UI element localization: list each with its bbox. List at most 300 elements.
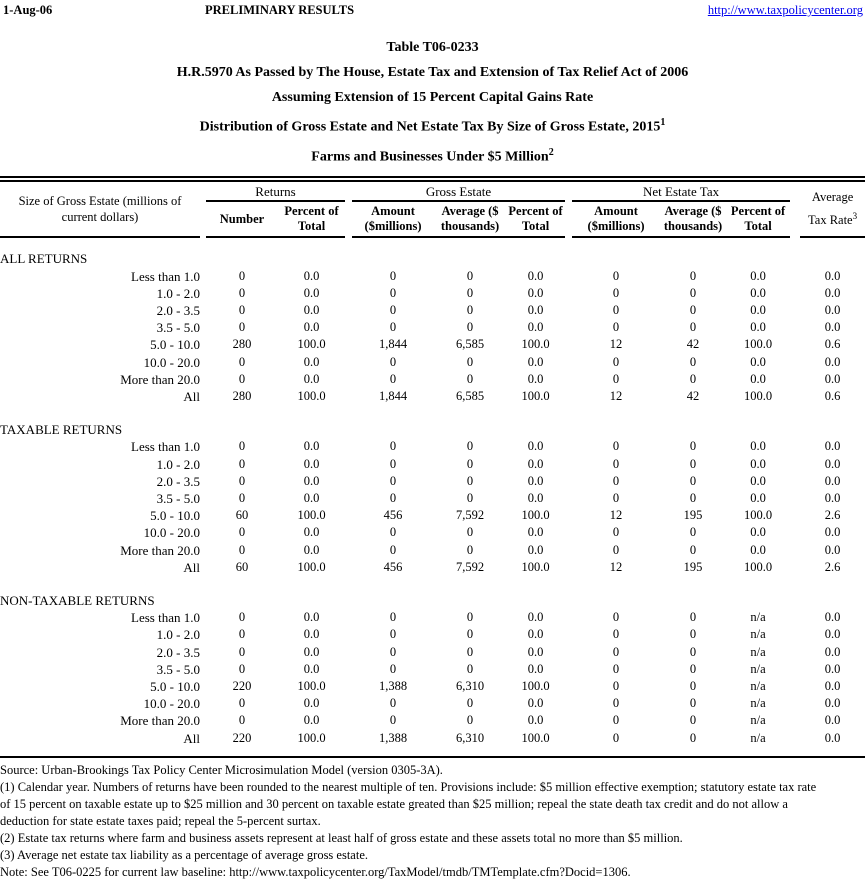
- column-gap: [790, 609, 800, 626]
- column-gap: [345, 490, 352, 507]
- cell-value: 0.0: [527, 644, 544, 659]
- column-gap: [345, 388, 352, 405]
- cell-value: 0.0: [824, 473, 841, 488]
- bill-title: H.R.5970 As Passed by The House, Estate Tax and Extension of Tax Relief Act of 2006: [176, 65, 689, 80]
- column-gap: [565, 490, 572, 507]
- cell-value: 0.0: [824, 678, 841, 693]
- cell-value: 0.6: [824, 388, 841, 403]
- cell-value: n/a: [750, 713, 766, 728]
- cell-value: 0.0: [750, 320, 766, 335]
- cell-value: 100.0: [297, 678, 326, 693]
- cell-value: 0.0: [303, 456, 320, 471]
- net-amount-header: Amount ($millions): [572, 201, 660, 237]
- cell-value: 0.0: [303, 354, 320, 369]
- column-gap: [345, 336, 352, 353]
- row-label: 5.0 - 10.0: [150, 337, 200, 353]
- cell-value: 0.0: [303, 525, 320, 540]
- table-row: [0, 559, 865, 576]
- cell-value: 0: [466, 320, 474, 335]
- footnote-3: (3) Average net estate tax liability as a percentage of average gross estate.: [0, 847, 368, 862]
- column-gap: [790, 524, 800, 541]
- cell-value: 0.0: [750, 473, 766, 488]
- cell-value: 0.0: [824, 661, 841, 676]
- cell-value: 0.0: [824, 730, 841, 745]
- gross-estate-group-header: Gross Estate: [352, 179, 565, 201]
- column-gap: [565, 473, 572, 490]
- baseline-note: Note: See T06-0225 for current law baseline: http://www.taxpolicycenter.org/TaxModel/tmdb/TMTemplate.cfm?Docid=1306.: [0, 864, 631, 879]
- row-label: 3.5 - 5.0: [156, 661, 200, 677]
- cell-value: 195: [683, 559, 703, 574]
- cell-value: 100.0: [297, 559, 326, 574]
- section-header: ALL RETURNS: [0, 251, 88, 267]
- cell-value: 0: [389, 439, 397, 454]
- cell-value: 0: [689, 439, 697, 454]
- footnote-ref-1: 1: [660, 117, 666, 128]
- cell-value: 0.0: [527, 696, 544, 711]
- cell-value: 100.0: [521, 337, 550, 352]
- top-bar: [0, 0, 865, 20]
- row-label: 3.5 - 5.0: [156, 490, 200, 506]
- cell-value: 0.6: [824, 337, 841, 352]
- cell-value: 0: [466, 627, 474, 642]
- cell-value: 0: [238, 542, 246, 557]
- distribution-title: Distribution of Gross Estate and Net Estate Tax By Size of Gross Estate, 2015$^1$: [199, 117, 666, 135]
- cell-value: 0: [238, 371, 246, 386]
- cell-value: 0: [238, 490, 246, 505]
- cell-value: 0: [466, 285, 474, 300]
- column-gap: [790, 285, 800, 302]
- cell-value: 0.0: [824, 627, 841, 642]
- table-row: [0, 473, 865, 490]
- cell-value: 0.0: [303, 696, 320, 711]
- cell-value: 0: [689, 678, 697, 693]
- row-label: 1.0 - 2.0: [156, 285, 200, 301]
- cell-value: 0: [389, 473, 397, 488]
- spacer-row: [0, 747, 865, 757]
- cell-value: 0.0: [527, 473, 544, 488]
- column-gap: [345, 626, 352, 643]
- cell-value: 0: [389, 610, 397, 625]
- cell-value: 7,592: [455, 508, 485, 523]
- cell-value: 0: [612, 542, 620, 557]
- column-gap: [565, 507, 572, 524]
- cell-value: 0.0: [824, 268, 841, 283]
- cell-value: 0: [689, 490, 697, 505]
- cell-value: 0.0: [750, 285, 766, 300]
- cell-value: 0.0: [527, 371, 544, 386]
- cell-value: 0.0: [750, 542, 766, 557]
- cell-value: 0.0: [750, 302, 766, 317]
- row-label: More than 20.0: [120, 542, 200, 558]
- cell-value: 0: [238, 644, 246, 659]
- cell-value: 0.0: [303, 713, 320, 728]
- cell-value: 100.0: [521, 678, 550, 693]
- table-number-title: Table T06-0233: [386, 40, 479, 55]
- cell-value: 0: [238, 302, 246, 317]
- returns-number-header: Number: [206, 201, 278, 237]
- table-row: [0, 354, 865, 371]
- cell-value: 0.0: [527, 354, 544, 369]
- cell-value: 2.6: [824, 508, 841, 523]
- cell-value: 0: [389, 354, 397, 369]
- cell-value: 0: [238, 268, 246, 283]
- row-label: 1.0 - 2.0: [156, 456, 200, 472]
- cell-value: n/a: [750, 730, 766, 745]
- row-label: 10.0 - 20.0: [143, 354, 200, 370]
- cell-value: n/a: [750, 627, 766, 642]
- column-gap: [345, 456, 352, 473]
- column-gap: [790, 542, 800, 559]
- cell-value: 0: [466, 371, 474, 386]
- cell-value: 0: [389, 627, 397, 642]
- footnote-ref-3: 3: [852, 211, 858, 222]
- cell-value: 0.0: [750, 439, 766, 454]
- cell-value: 0: [689, 644, 697, 659]
- cell-value: 0: [389, 661, 397, 676]
- cell-value: 0.0: [527, 542, 544, 557]
- column-gap: [790, 626, 800, 643]
- column-gap: [565, 542, 572, 559]
- column-gap: [565, 524, 572, 541]
- row-label: More than 20.0: [120, 713, 200, 729]
- cell-value: 0.0: [527, 320, 544, 335]
- column-gap: [790, 559, 800, 576]
- source-note: Source: Urban-Brookings Tax Policy Center Microsimulation Model (version 0305-3A).: [0, 762, 443, 777]
- column-gap: [345, 609, 352, 626]
- cell-value: 100.0: [297, 730, 326, 745]
- cell-value: 0.0: [750, 268, 766, 283]
- cell-value: 0: [466, 542, 474, 557]
- cell-value: 42: [686, 388, 700, 403]
- title-block: [0, 35, 865, 169]
- cell-value: 0.0: [527, 713, 544, 728]
- cell-value: 0: [612, 661, 620, 676]
- column-gap: [565, 438, 572, 455]
- cell-value: 0: [689, 456, 697, 471]
- cell-value: 12: [609, 337, 623, 352]
- column-gap: [790, 179, 800, 237]
- cell-value: n/a: [750, 696, 766, 711]
- cell-value: 0: [689, 525, 697, 540]
- column-gap: [790, 473, 800, 490]
- cell-value: 12: [609, 559, 623, 574]
- column-gap: [565, 336, 572, 353]
- taxpolicycenter-link[interactable]: http://www.taxpolicycenter.org: [707, 3, 863, 17]
- row-label: All: [183, 388, 200, 404]
- cell-value: 0.0: [527, 525, 544, 540]
- cell-value: 0: [689, 268, 697, 283]
- table-row: [0, 730, 865, 747]
- cell-value: 0.0: [303, 268, 320, 283]
- cell-value: 0.0: [824, 320, 841, 335]
- table-row: [0, 285, 865, 302]
- cell-value: 0: [612, 730, 620, 745]
- cell-value: 0: [612, 371, 620, 386]
- column-gap: [345, 644, 352, 661]
- cell-value: 0.0: [303, 610, 320, 625]
- cell-value: 100.0: [297, 388, 326, 403]
- column-gap: [345, 542, 352, 559]
- table-row: [0, 609, 865, 626]
- table-body: [0, 237, 865, 756]
- column-gap: [565, 730, 572, 747]
- column-gap: [790, 507, 800, 524]
- cell-value: 0: [612, 627, 620, 642]
- cell-value: 0: [612, 302, 620, 317]
- column-gap: [790, 456, 800, 473]
- cell-value: n/a: [750, 678, 766, 693]
- cell-value: 280: [232, 388, 252, 403]
- footnote-1-line-1: (1) Calendar year. Numbers of returns have been rounded to the nearest multiple of ten. Provisions include: $5 million effective exemption; statutory estate tax rate: [0, 779, 817, 794]
- cell-value: 0: [612, 490, 620, 505]
- cell-value: 0: [466, 354, 474, 369]
- cell-value: 0: [389, 644, 397, 659]
- cell-value: 0.0: [303, 644, 320, 659]
- table-row: [0, 438, 865, 455]
- section-header-row: [0, 592, 865, 609]
- column-gap: [565, 644, 572, 661]
- column-gap: [565, 661, 572, 678]
- cell-value: 12: [609, 508, 623, 523]
- cell-value: 0.0: [824, 610, 841, 625]
- cell-value: 0: [612, 473, 620, 488]
- cell-value: 0: [466, 696, 474, 711]
- column-gap: [790, 319, 800, 336]
- cell-value: 0: [466, 661, 474, 676]
- cell-value: 0: [389, 490, 397, 505]
- column-gap: [565, 456, 572, 473]
- cell-value: 0.0: [824, 354, 841, 369]
- column-gap: [345, 371, 352, 388]
- cell-value: 0: [466, 525, 474, 540]
- column-gap: [790, 644, 800, 661]
- cell-value: 0.0: [527, 302, 544, 317]
- cell-value: 0: [238, 525, 246, 540]
- footnote-ref-2: 2: [548, 146, 554, 158]
- column-gap: [790, 490, 800, 507]
- column-gap: [790, 695, 800, 712]
- cell-value: 6,585: [455, 388, 485, 403]
- cell-value: 195: [683, 508, 703, 523]
- column-gap: [790, 712, 800, 729]
- estate-tax-table: [0, 176, 865, 757]
- row-label: 1.0 - 2.0: [156, 627, 200, 643]
- cell-value: 42: [686, 337, 700, 352]
- table-row: [0, 490, 865, 507]
- cell-value: 0: [612, 713, 620, 728]
- cell-value: 0: [389, 713, 397, 728]
- table-row: [0, 712, 865, 729]
- column-gap: [790, 661, 800, 678]
- section-header: NON-TAXABLE RETURNS: [0, 592, 155, 608]
- row-label: Less than 1.0: [131, 439, 200, 455]
- cell-value: 1,388: [378, 678, 408, 693]
- cell-value: 0: [689, 302, 697, 317]
- cell-value: 100.0: [297, 508, 326, 523]
- cell-value: 0.0: [527, 285, 544, 300]
- column-gap: [345, 678, 352, 695]
- column-gap: [790, 302, 800, 319]
- cell-value: 0: [389, 285, 397, 300]
- cell-value: 0.0: [824, 302, 841, 317]
- column-gap: [565, 268, 572, 285]
- cell-value: 6,310: [455, 730, 485, 745]
- cell-value: 0: [466, 610, 474, 625]
- section-header: TAXABLE RETURNS: [0, 422, 123, 438]
- cell-value: 0: [238, 473, 246, 488]
- section-header-row: [0, 250, 865, 267]
- column-gap: [565, 695, 572, 712]
- row-label: Less than 1.0: [131, 610, 200, 626]
- cell-value: 0: [238, 610, 246, 625]
- cell-value: 100.0: [521, 388, 550, 403]
- cell-value: 0.0: [527, 661, 544, 676]
- column-gap: [790, 268, 800, 285]
- cell-value: 0: [612, 678, 620, 693]
- cell-value: 100.0: [521, 508, 550, 523]
- row-label: 2.0 - 3.5: [156, 644, 200, 660]
- spacer-row: [0, 405, 865, 421]
- cell-value: 100.0: [521, 730, 550, 745]
- cell-value: 0.0: [303, 371, 320, 386]
- column-gap: [790, 371, 800, 388]
- row-label: Less than 1.0: [131, 268, 200, 284]
- cell-value: 0: [238, 354, 246, 369]
- table-row: [0, 507, 865, 524]
- cell-value: 7,592: [455, 559, 485, 574]
- column-gap: [565, 319, 572, 336]
- cell-value: 0: [466, 713, 474, 728]
- cell-value: 0.0: [527, 610, 544, 625]
- cell-value: 0: [238, 627, 246, 642]
- cell-value: 0.0: [824, 285, 841, 300]
- cell-value: 0.0: [303, 542, 320, 557]
- cell-value: 0: [612, 525, 620, 540]
- size-column-header: Size of Gross Estate (millions of current dollars): [0, 179, 200, 237]
- cell-value: 6,310: [455, 678, 485, 693]
- cell-value: 0.0: [824, 713, 841, 728]
- cell-value: 0.0: [750, 456, 766, 471]
- cell-value: 1,388: [378, 730, 408, 745]
- column-gap: [565, 626, 572, 643]
- cell-value: 0.0: [303, 490, 320, 505]
- column-gap: [565, 388, 572, 405]
- cell-value: 0: [466, 456, 474, 471]
- cell-value: 100.0: [743, 559, 773, 574]
- cell-value: 0: [612, 285, 620, 300]
- cell-value: 100.0: [297, 337, 326, 352]
- cell-value: 0: [612, 644, 620, 659]
- row-label: All: [183, 559, 200, 575]
- report-date: 1-Aug-06: [3, 3, 53, 17]
- cell-value: 0: [389, 371, 397, 386]
- cell-value: 0: [689, 696, 697, 711]
- group-header-row: [0, 179, 865, 201]
- cell-value: 100.0: [743, 337, 773, 352]
- table-row: [0, 678, 865, 695]
- spacer-row: [0, 237, 865, 250]
- table-row: [0, 626, 865, 643]
- gross-percent-header: Percent of Total: [506, 201, 565, 237]
- cell-value: 0: [689, 371, 697, 386]
- cell-value: 1,844: [378, 337, 408, 352]
- row-label: 2.0 - 3.5: [156, 302, 200, 318]
- column-gap: [345, 319, 352, 336]
- row-label: 2.0 - 3.5: [156, 473, 200, 489]
- column-gap: [565, 559, 572, 576]
- cell-value: 0.0: [824, 490, 841, 505]
- column-gap: [565, 302, 572, 319]
- cell-value: n/a: [750, 661, 766, 676]
- cell-value: 0: [466, 268, 474, 283]
- cell-value: 0.0: [527, 456, 544, 471]
- cell-value: 0: [612, 696, 620, 711]
- cell-value: 0.0: [527, 439, 544, 454]
- cell-value: 0: [612, 610, 620, 625]
- column-gap: [790, 678, 800, 695]
- row-label: 10.0 - 20.0: [143, 696, 200, 712]
- cell-value: 0: [389, 268, 397, 283]
- table-row: [0, 302, 865, 319]
- cell-value: 100.0: [743, 508, 773, 523]
- cell-value: 0: [466, 644, 474, 659]
- cell-value: 0: [389, 525, 397, 540]
- returns-percent-header: Percent of Total: [278, 201, 345, 237]
- cell-value: 456: [383, 559, 403, 574]
- column-gap: [790, 730, 800, 747]
- column-gap: [345, 302, 352, 319]
- cell-value: 0.0: [303, 473, 320, 488]
- farms-title: Farms and Businesses Under $5 Million$^2$: [311, 146, 554, 165]
- cell-value: 60: [235, 508, 249, 523]
- column-gap: [565, 371, 572, 388]
- column-gap: [345, 712, 352, 729]
- table-row: [0, 542, 865, 559]
- cell-value: 0: [689, 661, 697, 676]
- cell-value: 100.0: [521, 559, 550, 574]
- cell-value: 0: [238, 439, 246, 454]
- cell-value: 60: [235, 559, 249, 574]
- cell-value: 0: [238, 696, 246, 711]
- cell-value: 0: [689, 542, 697, 557]
- cell-value: 0: [689, 713, 697, 728]
- cell-value: 0: [689, 610, 697, 625]
- cell-value: 0: [689, 354, 697, 369]
- column-gap: [790, 336, 800, 353]
- section-header-row: [0, 421, 865, 438]
- cell-value: 0: [238, 713, 246, 728]
- cell-value: 0.0: [824, 439, 841, 454]
- table-row: [0, 319, 865, 336]
- row-label: All: [183, 730, 200, 746]
- row-label: More than 20.0: [120, 371, 200, 387]
- cell-value: 0: [466, 490, 474, 505]
- cell-value: 0: [466, 473, 474, 488]
- column-gap: [345, 354, 352, 371]
- spacer-row: [0, 576, 865, 592]
- cell-value: 0.0: [303, 285, 320, 300]
- column-gap: [345, 268, 352, 285]
- table-row: [0, 524, 865, 541]
- cell-value: 0: [612, 320, 620, 335]
- cell-value: 0.0: [824, 525, 841, 540]
- cell-value: 0: [238, 285, 246, 300]
- gross-amount-header: Amount ($millions): [352, 201, 434, 237]
- cell-value: 220: [232, 678, 252, 693]
- cell-value: 0.0: [750, 490, 766, 505]
- cell-value: 0: [238, 456, 246, 471]
- row-label: 5.0 - 10.0: [150, 678, 200, 694]
